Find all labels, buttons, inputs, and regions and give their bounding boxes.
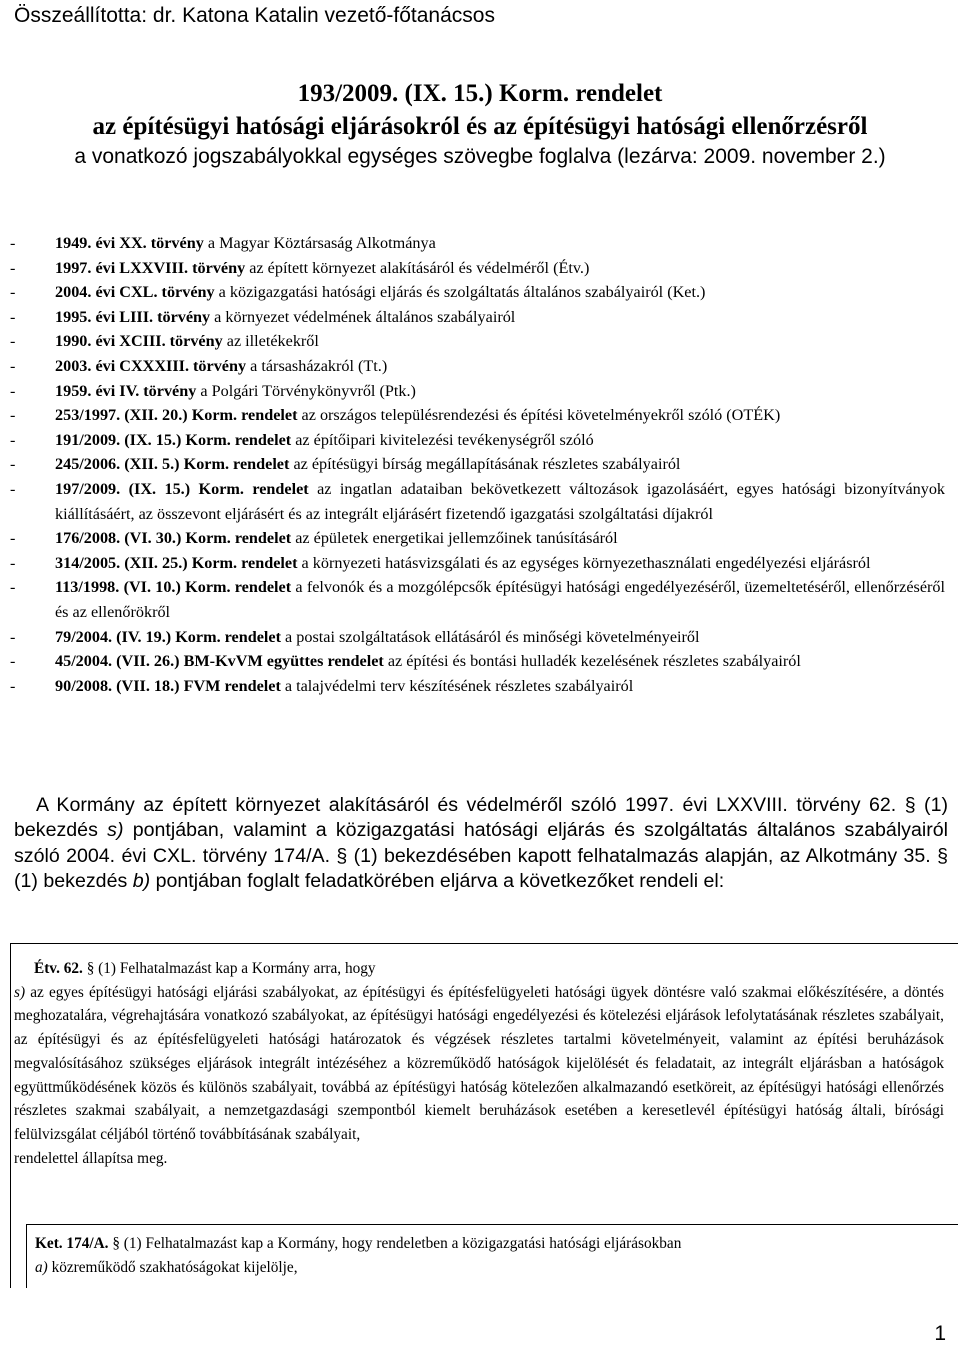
law-list-item xyxy=(10,526,945,551)
law-text xyxy=(55,305,945,330)
list-dash: - xyxy=(10,258,16,277)
list-dash: - xyxy=(10,553,16,572)
law-text xyxy=(55,256,945,281)
list-dash: - xyxy=(10,578,16,597)
law-text xyxy=(55,575,945,624)
law-text xyxy=(55,649,945,674)
law-list-item xyxy=(10,428,945,453)
law-citation: 314/2005. (XII. 25.) Korm. rendelet xyxy=(55,553,298,572)
list-dash: - xyxy=(10,479,16,498)
list-dash: - xyxy=(10,529,16,548)
law-description: az épített környezet alakításáról és védelméről (Étv.) xyxy=(245,258,590,277)
law-text xyxy=(55,674,945,699)
law-text xyxy=(55,428,945,453)
ket-label: Ket. 174/A. xyxy=(35,1235,109,1252)
list-dash: - xyxy=(10,627,16,646)
law-text xyxy=(55,280,945,305)
law-list-item xyxy=(10,256,945,281)
law-citation: 2003. évi CXXXIII. törvény xyxy=(55,356,247,375)
law-description: az országos településrendezési és építési követelményekről szóló (OTÉK) xyxy=(297,406,781,425)
law-list-item xyxy=(10,329,945,354)
law-list-item xyxy=(10,477,945,526)
preamble-point-s: s) xyxy=(107,819,124,842)
law-list-item xyxy=(10,551,945,576)
law-description: a postai szolgáltatások ellátásáról és minőségi követelményeiről xyxy=(281,627,700,646)
law-list-item xyxy=(10,231,945,256)
law-text xyxy=(55,477,945,526)
law-text xyxy=(55,452,945,477)
etv-item-label: s) xyxy=(14,983,26,1001)
law-list-item xyxy=(10,379,945,404)
law-description: az épületek energetikai jellemzőinek tanúsításáról xyxy=(291,529,618,548)
law-description: az építési és bontási hulladék kezelésének részletes szabályairól xyxy=(383,652,801,671)
law-list-item xyxy=(10,674,945,699)
etv-item-text: az egyes építésügyi hatósági eljárási szabályokat, az építésügyi és építésfelügyeleti hatósági ügyek döntésre való szakmai előkészítésére, a döntés meghozatalára, végrehajtására vonatkozó szabályokat, az építésügyi hatósági engedélyezési és kötelezési eljárások lefolytatásának részletes szabályait, az építésügyi és az építésfelügyeleti hatósági határozatok és végzések részletes tartalmi követelményeit, valamint az építési beruházások megvalósításához szükséges eljárások integrált intézéséhez a közreműködő hatóságok kijelölését és feladatait, az integrált eljárásban a hatóságok együttműködésének közös és különös szabályait, továbbá az építésügyi hatóság kötelezően alkalmazandó esetköreit, az építésügyi hatósági ellenőrzés részletes szakmai szabályait, a nemzetgazdasági szempontból kiemelt beruházások esetében a keresetlevél építésügyi hatóság általi, bírósági felülvizsgálat céljából történő továbbításának szabályait, xyxy=(14,983,944,1143)
consolidation-note: a vonatkozó jogszabályokkal egységes szövegbe foglalva (lezárva: 2009. november 2.) xyxy=(74,145,886,168)
compiler-line: Összeállította: dr. Katona Katalin vezető-főtanácsos xyxy=(14,4,495,27)
law-citation: 79/2004. (IV. 19.) Korm. rendelet xyxy=(55,627,281,646)
law-list-item xyxy=(10,649,945,674)
law-citation: 1997. évi LXXVIII. törvény xyxy=(55,258,246,277)
law-citation: 2004. évi CXL. törvény xyxy=(55,283,215,302)
list-dash: - xyxy=(10,676,16,695)
preamble-point-b: b) xyxy=(132,870,151,893)
law-list-item xyxy=(10,280,945,305)
list-dash: - xyxy=(10,652,16,671)
law-list-item xyxy=(10,354,945,379)
law-citation: 113/1998. (VI. 10.) Korm. rendelet xyxy=(55,578,292,597)
law-text xyxy=(55,354,945,379)
list-dash: - xyxy=(10,406,16,425)
ket-item-text: közreműködő szakhatóságokat kijelölje, xyxy=(47,1258,298,1276)
list-dash: - xyxy=(10,234,16,252)
law-description: a közigazgatási hatósági eljárás és szolgáltatás általános szabályairól (Ket.) xyxy=(214,283,706,302)
law-citation: 1990. évi XCIII. törvény xyxy=(55,332,223,351)
law-text xyxy=(55,329,945,354)
list-dash: - xyxy=(10,356,16,375)
law-list-item xyxy=(10,452,945,477)
law-citation: 253/1997. (XII. 20.) Korm. rendelet xyxy=(55,406,298,425)
law-citation: 191/2009. (IX. 15.) Korm. rendelet xyxy=(55,430,292,449)
law-text xyxy=(55,379,945,404)
law-list-item xyxy=(10,305,945,330)
decree-subtitle: az építésügyi hatósági eljárásokról és az építésügyi hatósági ellenőrzésről xyxy=(92,113,868,140)
list-dash: - xyxy=(10,430,16,449)
list-dash: - xyxy=(10,455,16,474)
decree-title: 193/2009. (IX. 15.) Korm. rendelet xyxy=(297,80,663,107)
etv-label: Étv. 62. xyxy=(34,960,83,977)
page-number: 1 xyxy=(934,1322,946,1345)
law-citation: 1995. évi LIII. törvény xyxy=(55,307,211,326)
law-text xyxy=(55,551,945,576)
ket-174a-section xyxy=(35,1232,935,1279)
law-citation: 45/2004. (VII. 26.) BM-KvVM együttes rendelet xyxy=(55,652,384,671)
law-text xyxy=(55,403,945,428)
law-citation: 1949. évi XX. törvény xyxy=(55,234,204,252)
law-text xyxy=(55,526,945,551)
law-description: a környezet védelmének általános szabályairól xyxy=(210,307,516,326)
etv-62-section xyxy=(14,957,944,1170)
law-citation: 245/2006. (XII. 5.) Korm. rendelet xyxy=(55,455,290,474)
law-text xyxy=(55,231,945,256)
law-description: a Polgári Törvénykönyvről (Ptk.) xyxy=(196,381,416,400)
law-citation: 176/2008. (VI. 30.) Korm. rendelet xyxy=(55,529,292,548)
preamble-text-3: pontjában foglalt feladatkörében eljárva a következőket rendeli el: xyxy=(150,870,725,893)
related-laws-list xyxy=(10,231,945,698)
law-description: a talajvédelmi terv készítésének részletes szabályairól xyxy=(280,676,634,695)
list-dash: - xyxy=(10,283,16,302)
law-list-item xyxy=(10,625,945,650)
list-dash: - xyxy=(10,307,16,326)
law-description: a társasházakról (Tt.) xyxy=(246,356,388,375)
preamble-text-2: pontjában, valamint a közigazgatási hatósági eljárás és szolgáltatás általános szabályairól szóló 2004. évi CXL. törvény 174/A. § (1) bekezdésében kapott felhatalmazás alapján, az Alkotmány 35. § (1) bekezdés xyxy=(14,819,948,893)
law-citation: 197/2009. (IX. 15.) Korm. rendelet xyxy=(55,479,309,498)
preamble-text-1: A Kormány az épített környezet alakításáról és védelméről szóló 1997. évi LXXVIII. törvény 62. § (1) bekezdés xyxy=(14,794,948,842)
etv-closing: rendelettel állapítsa meg. xyxy=(14,1149,168,1167)
ket-item-label: a) xyxy=(35,1258,48,1276)
law-description: az illetékekről xyxy=(222,332,319,351)
law-citation: 1959. évi IV. törvény xyxy=(55,381,197,400)
law-description: az ingatlan adataiban bekövetkezett változások igazolásáért, egyes hatósági bizonyítványok kiállításáért, az összevont eljárásért és az integrált eljárásért fizetendő igazgatási szolgáltatási díjakról xyxy=(55,479,946,523)
etv-heading: § (1) Felhatalmazást kap a Kormány arra, hogy xyxy=(82,960,376,977)
list-dash: - xyxy=(10,381,16,400)
list-dash: - xyxy=(10,332,16,351)
law-text xyxy=(55,625,945,650)
law-description: az építésügyi bírság megállapításának részletes szabályairól xyxy=(289,455,681,474)
law-description: a felvonók és a mozgólépcsők építésügyi hatósági engedélyezéséről, üzemeltetéséről, ellenőrzéséről és az ellenőrökről xyxy=(55,578,945,621)
preamble xyxy=(14,793,948,895)
law-list-item xyxy=(10,403,945,428)
law-description: a környezeti hatásvizsgálati és az egységes környezethasználati engedélyezési eljárásról xyxy=(297,553,871,572)
ket-heading: § (1) Felhatalmazást kap a Kormány, hogy rendeletben a közigazgatási hatósági eljárásokban xyxy=(108,1235,682,1252)
law-list-item xyxy=(10,575,945,624)
law-description: az építőipari kivitelezési tevékenységről szóló xyxy=(291,430,594,449)
law-citation: 90/2008. (VII. 18.) FVM rendelet xyxy=(55,676,281,695)
law-description: a Magyar Köztársaság Alkotmánya xyxy=(203,234,436,252)
